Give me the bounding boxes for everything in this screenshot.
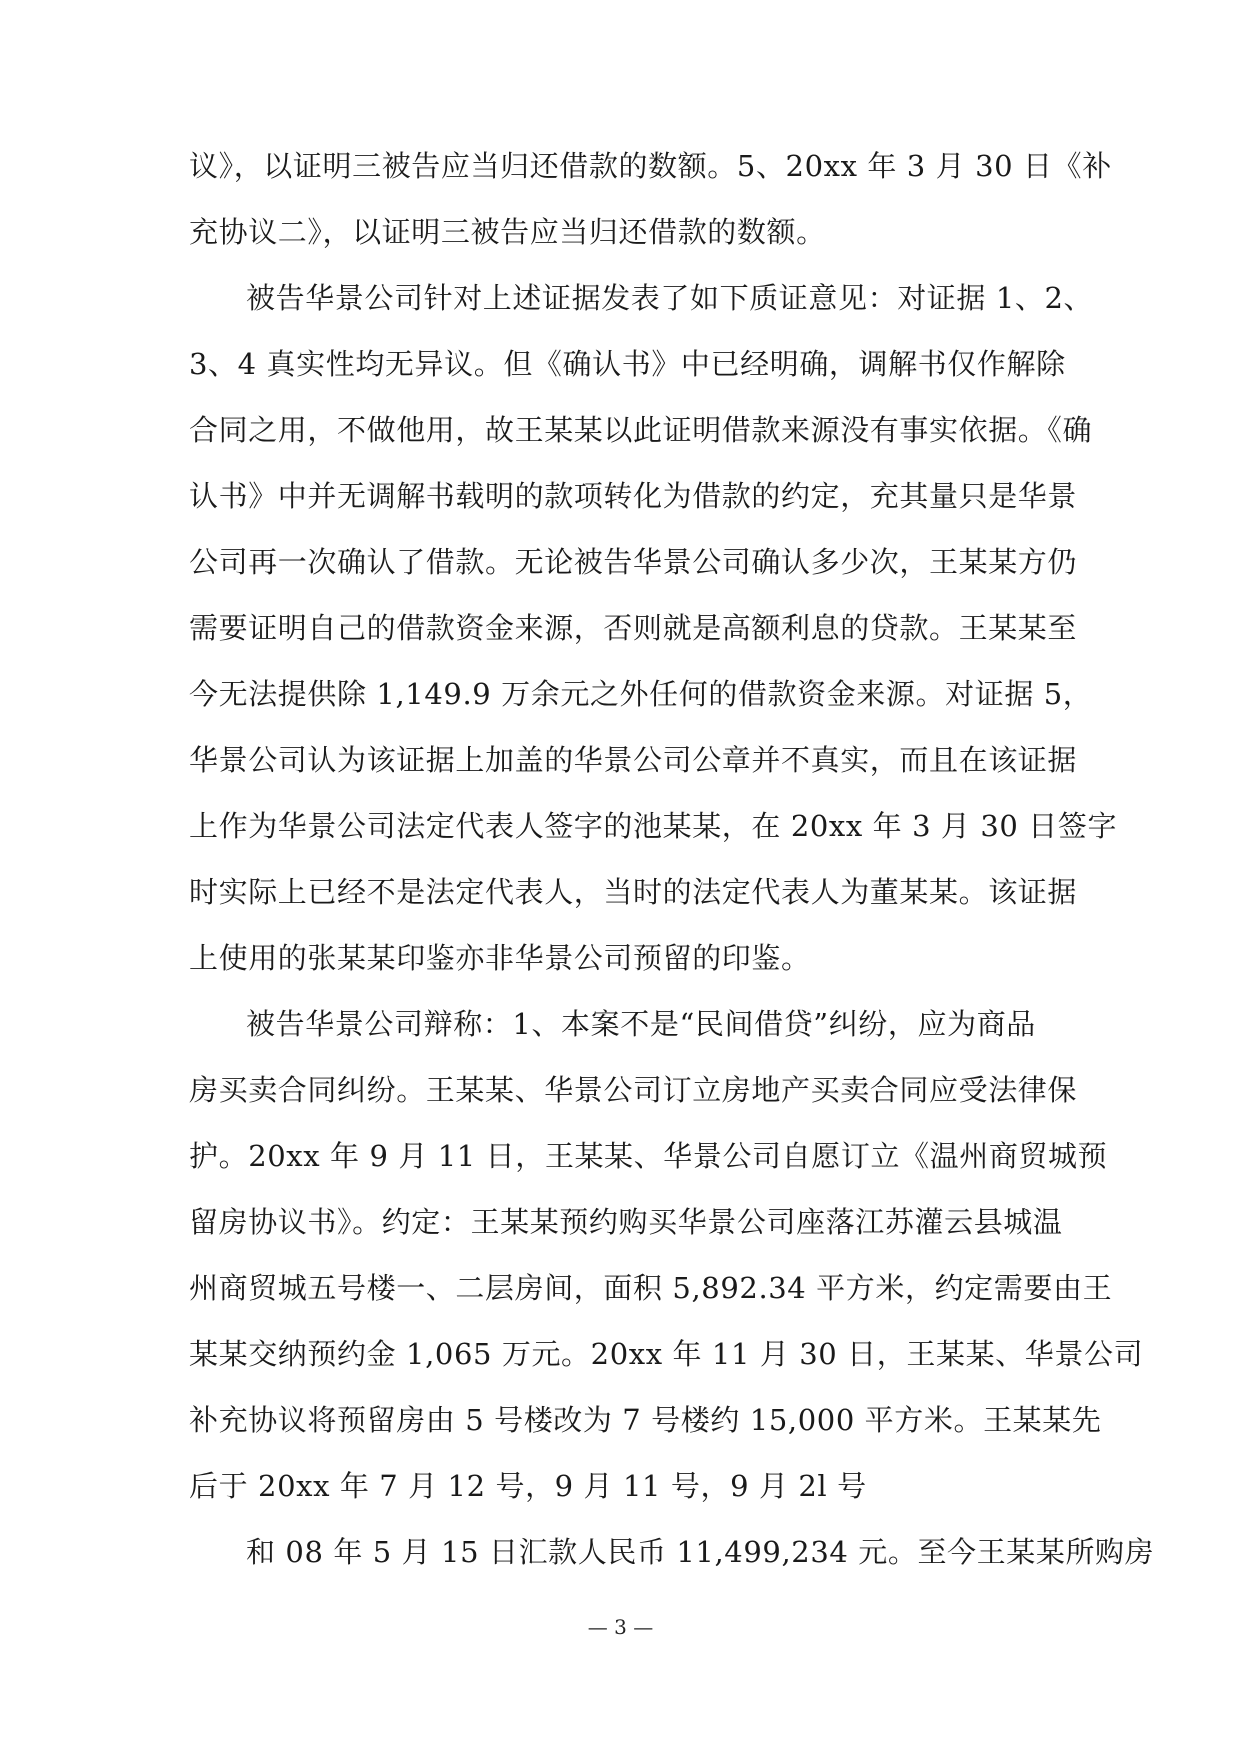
- paragraph-start-line: 被告华景公司针对上述证据发表了如下质证意见：对证据 1、2、: [246, 281, 1094, 315]
- text-line: 议》，以证明三被告应当归还借款的数额。5、20xx 年 3 月 30 日《补: [189, 149, 1112, 183]
- text-line: 上使用的张某某印鉴亦非华景公司预留的印鉴。: [189, 941, 811, 975]
- paragraph-start-line: 和 08 年 5 月 15 日汇款人民币 11,499,234 元。至今王某某所购房: [246, 1535, 1155, 1569]
- text-line: 认书》中并无调解书载明的款项转化为借款的约定，充其量只是华景: [189, 479, 1078, 513]
- paragraph-start-line: 被告华景公司辩称：1、本案不是“民间借贷”纠纷，应为商品: [246, 1007, 1036, 1041]
- text-line: 公司再一次确认了借款。无论被告华景公司确认多少次，王某某方仍: [189, 545, 1078, 579]
- text-line: 州商贸城五号楼一、二层房间，面积 5,892.34 平方米，约定需要由王: [189, 1271, 1113, 1305]
- text-line: 护。20xx 年 9 月 11 日，王某某、华景公司自愿订立《温州商贸城预: [189, 1139, 1108, 1173]
- text-line: 补充协议将预留房由 5 号楼改为 7 号楼约 15,000 平方米。王某某先: [189, 1403, 1102, 1437]
- text-line: 时实际上已经不是法定代表人，当时的法定代表人为董某某。该证据: [189, 875, 1078, 909]
- text-line: 充协议二》，以证明三被告应当归还借款的数额。: [189, 215, 826, 249]
- text-line: 上作为华景公司法定代表人签字的池某某，在 20xx 年 3 月 30 日签字: [189, 809, 1118, 843]
- text-line: 需要证明自己的借款资金来源，否则就是高额利息的贷款。王某某至: [189, 611, 1078, 645]
- text-line: 今无法提供除 1,149.9 万余元之外任何的借款资金来源。对证据 5，: [189, 677, 1093, 711]
- text-line: 留房协议书》。约定：王某某预约购买华景公司座落江苏灌云县城温: [189, 1205, 1063, 1239]
- text-line: 华景公司认为该证据上加盖的华景公司公章并不真实，而且在该证据: [189, 743, 1078, 777]
- text-line: 合同之用，不做他用，故王某某以此证明借款来源没有事实依据。《确: [189, 413, 1093, 447]
- text-line: 后于 20xx 年 7 月 12 号，9 月 11 号，9 月 2l 号: [189, 1469, 867, 1503]
- text-line: 3、4 真实性均无异议。但《确认书》中已经明确，调解书仅作解除: [189, 347, 1066, 381]
- page-number: — 3 —: [587, 1615, 654, 1639]
- text-line: 某某交纳预约金 1,065 万元。20xx 年 11 月 30 日，王某某、华景公司: [189, 1337, 1144, 1371]
- text-line: 房买卖合同纠纷。王某某、华景公司订立房地产买卖合同应受法律保: [189, 1073, 1078, 1107]
